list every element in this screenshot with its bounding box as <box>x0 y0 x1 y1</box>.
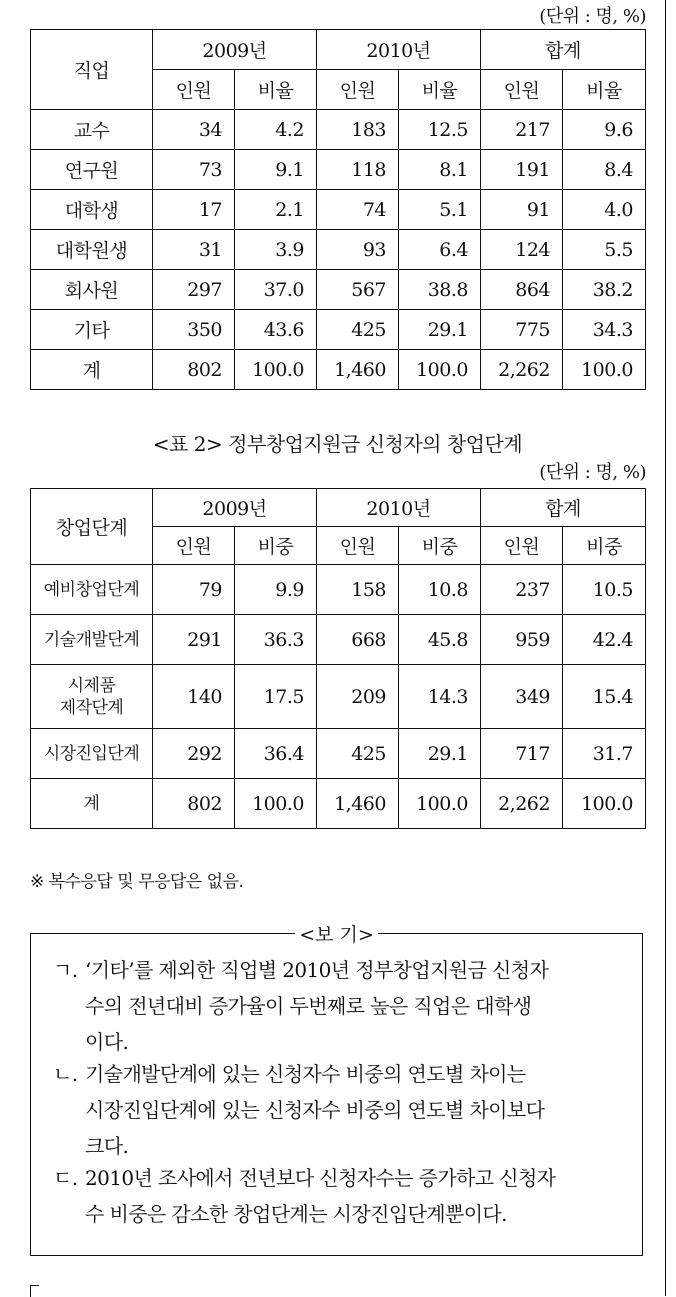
table1-total-header: 합계 <box>481 30 646 70</box>
table-cell: 5.5 <box>563 230 646 270</box>
table-cell: 73 <box>153 150 235 190</box>
table-row <box>31 729 646 779</box>
table-cell: 802 <box>153 779 235 829</box>
table-row <box>31 350 646 390</box>
table1-year-2010: 2010년 <box>317 30 481 70</box>
table-cell: 2.1 <box>235 190 317 230</box>
table-cell: 291 <box>153 615 235 665</box>
table-cell: 292 <box>153 729 235 779</box>
table-cell: 802 <box>153 350 235 390</box>
row-label: 예비창업단계 <box>31 565 153 615</box>
bogi-item-b <box>53 1056 628 1164</box>
table-cell: 425 <box>317 310 399 350</box>
table-cell: 668 <box>317 615 399 665</box>
table-cell: 6.4 <box>399 230 481 270</box>
table-cell: 775 <box>481 310 563 350</box>
bogi-line: 수 비중은 감소한 창업단계는 시장진입단계뿐이다. <box>85 1202 507 1226</box>
table-row <box>31 110 646 150</box>
table-cell: 45.8 <box>399 615 481 665</box>
table-cell: 12.5 <box>399 110 481 150</box>
table-cell: 118 <box>317 150 399 190</box>
table-cell: 959 <box>481 615 563 665</box>
table-cell: 209 <box>317 665 399 729</box>
table2-subheader: 비중 <box>563 527 646 565</box>
row-label: 시제품 제작단계 <box>31 665 153 729</box>
bogi-line: 2010년 조사에서 전년보다 신청자수는 증가하고 신청자 <box>85 1166 556 1190</box>
table2-unit: (단위 : 명, %) <box>539 462 646 483</box>
table-cell: 140 <box>153 665 235 729</box>
table2-startup-stage <box>30 488 646 829</box>
row-label: 교수 <box>31 110 153 150</box>
row-label: 기타 <box>31 310 153 350</box>
table2-subheader: 인원 <box>153 527 235 565</box>
table1-unit: (단위 : 명, %) <box>539 6 646 27</box>
table1-subheader: 비율 <box>399 70 481 110</box>
table-cell: 350 <box>153 310 235 350</box>
row-label: 기술개발단계 <box>31 615 153 665</box>
table-row <box>31 190 646 230</box>
answer-bracket-mark <box>30 1285 39 1297</box>
table-cell: 100.0 <box>563 350 646 390</box>
table2-corner-header: 창업단계 <box>31 489 153 565</box>
table2-subheader: 인원 <box>481 527 563 565</box>
table-cell: 9.9 <box>235 565 317 615</box>
bogi-line: 이다. <box>85 1030 129 1054</box>
table2-total-header: 합계 <box>481 489 646 527</box>
table-cell: 3.9 <box>235 230 317 270</box>
table-cell: 10.8 <box>399 565 481 615</box>
table-cell: 17 <box>153 190 235 230</box>
table-cell: 2,262 <box>481 350 563 390</box>
row-label: 연구원 <box>31 150 153 190</box>
table2-subheader: 비중 <box>399 527 481 565</box>
table-row <box>31 565 646 615</box>
table-cell: 100.0 <box>235 350 317 390</box>
table-cell: 15.4 <box>563 665 646 729</box>
table-cell: 100.0 <box>235 779 317 829</box>
table2-caption: <표 2> 정부창업지원금 신청자의 창업단계 <box>152 432 523 456</box>
row-label: 회사원 <box>31 270 153 310</box>
bogi-line: 수의 전년대비 증가율이 두번째로 높은 직업은 대학생 <box>85 994 532 1018</box>
table-cell: 36.4 <box>235 729 317 779</box>
table-cell: 158 <box>317 565 399 615</box>
table-row <box>31 310 646 350</box>
table-cell: 1,460 <box>317 350 399 390</box>
table1-subheader: 인원 <box>481 70 563 110</box>
table-cell: 17.5 <box>235 665 317 729</box>
page-column-rule <box>665 0 666 1296</box>
table1-subheader: 비율 <box>563 70 646 110</box>
table-cell: 42.4 <box>563 615 646 665</box>
table2-year-2010: 2010년 <box>317 489 481 527</box>
table-cell: 74 <box>317 190 399 230</box>
table-cell: 10.5 <box>563 565 646 615</box>
table-cell: 100.0 <box>399 779 481 829</box>
table-cell: 29.1 <box>399 729 481 779</box>
table-row <box>31 270 646 310</box>
row-label: 계 <box>31 350 153 390</box>
table2-subheader: 비중 <box>235 527 317 565</box>
table-row <box>31 779 646 829</box>
table-cell: 34.3 <box>563 310 646 350</box>
table-cell: 124 <box>481 230 563 270</box>
table-cell: 349 <box>481 665 563 729</box>
table-cell: 9.6 <box>563 110 646 150</box>
table1-occupation <box>30 29 646 390</box>
table-cell: 717 <box>481 729 563 779</box>
table-row <box>31 150 646 190</box>
table-cell: 5.1 <box>399 190 481 230</box>
table-row <box>31 230 646 270</box>
table-cell: 567 <box>317 270 399 310</box>
table-cell: 9.1 <box>235 150 317 190</box>
table-cell: 38.2 <box>563 270 646 310</box>
table-cell: 4.0 <box>563 190 646 230</box>
table-cell: 100.0 <box>399 350 481 390</box>
table2-year-2009: 2009년 <box>153 489 317 527</box>
table-cell: 2,262 <box>481 779 563 829</box>
table-cell: 8.1 <box>399 150 481 190</box>
table-cell: 1,460 <box>317 779 399 829</box>
row-label: 계 <box>31 779 153 829</box>
table-cell: 43.6 <box>235 310 317 350</box>
table1-subheader: 인원 <box>153 70 235 110</box>
bogi-mark: ㄴ. <box>53 1062 78 1086</box>
table1-year-2009: 2009년 <box>153 30 317 70</box>
bogi-title: <보 기> <box>295 924 378 946</box>
bogi-mark: ㄷ. <box>53 1166 78 1190</box>
bogi-line: 크다. <box>85 1134 129 1158</box>
bogi-box <box>30 924 643 1256</box>
table-cell: 217 <box>481 110 563 150</box>
table-cell: 91 <box>481 190 563 230</box>
table-cell: 37.0 <box>235 270 317 310</box>
table-cell: 864 <box>481 270 563 310</box>
table-cell: 425 <box>317 729 399 779</box>
table1-corner-header: 직업 <box>31 30 153 110</box>
table-row <box>31 665 646 729</box>
bogi-item-a <box>53 952 628 1060</box>
table-cell: 29.1 <box>399 310 481 350</box>
table-cell: 31 <box>153 230 235 270</box>
table1-subheader: 인원 <box>317 70 399 110</box>
table-row <box>31 615 646 665</box>
bogi-line: 기술개발단계에 있는 신청자수 비중의 연도별 차이는 <box>85 1062 526 1086</box>
table-cell: 237 <box>481 565 563 615</box>
table-cell: 4.2 <box>235 110 317 150</box>
table-cell: 31.7 <box>563 729 646 779</box>
bogi-line: ‘기타’를 제외한 직업별 2010년 정부창업지원금 신청자 <box>85 958 549 982</box>
row-label: 대학원생 <box>31 230 153 270</box>
table-cell: 79 <box>153 565 235 615</box>
table-cell: 183 <box>317 110 399 150</box>
table-cell: 38.8 <box>399 270 481 310</box>
table1-subheader: 비율 <box>235 70 317 110</box>
table-cell: 14.3 <box>399 665 481 729</box>
footnote: ※ 복수응답 및 무응답은 없음. <box>30 872 244 892</box>
table-cell: 297 <box>153 270 235 310</box>
table-cell: 100.0 <box>563 779 646 829</box>
bogi-mark: ㄱ. <box>53 958 78 982</box>
table-cell: 8.4 <box>563 150 646 190</box>
table-cell: 34 <box>153 110 235 150</box>
table-cell: 36.3 <box>235 615 317 665</box>
table2-subheader: 인원 <box>317 527 399 565</box>
row-label: 시장진입단계 <box>31 729 153 779</box>
table-cell: 93 <box>317 230 399 270</box>
row-label: 대학생 <box>31 190 153 230</box>
bogi-item-c <box>53 1160 628 1232</box>
table-cell: 191 <box>481 150 563 190</box>
bogi-line: 시장진입단계에 있는 신청자수 비중의 연도별 차이보다 <box>85 1098 545 1122</box>
